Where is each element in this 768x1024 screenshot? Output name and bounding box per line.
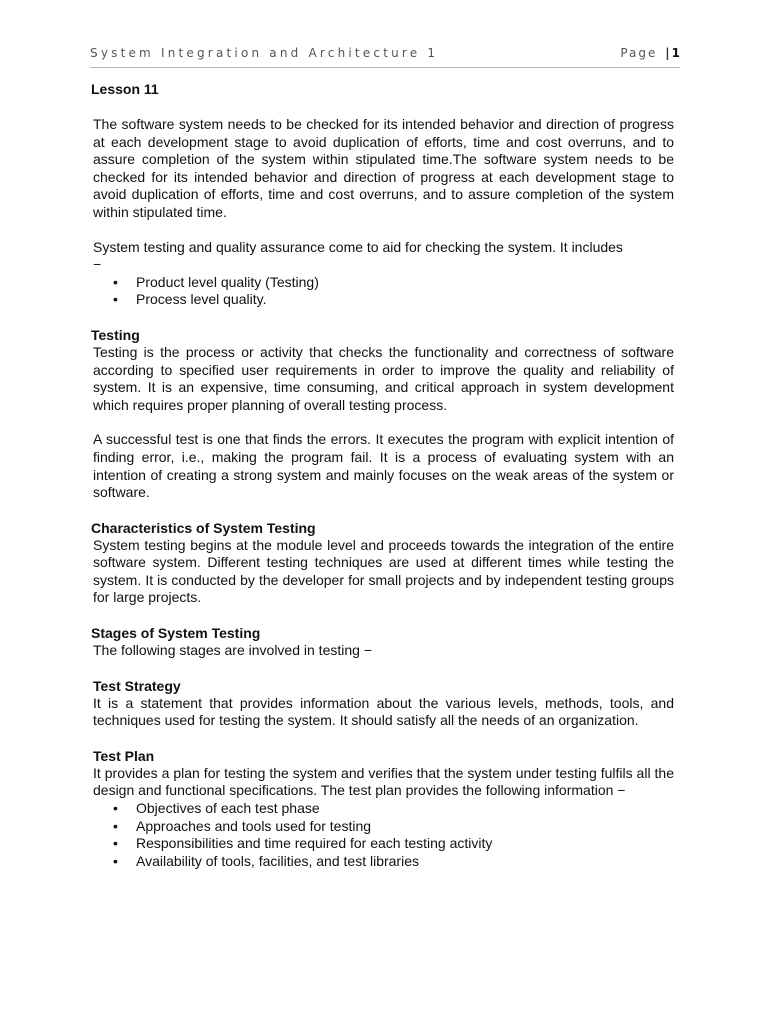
plan-list [93, 800, 674, 870]
plan-paragraph: It provides a plan for testing the system and verifies that the system under testing fulfils all the design and functional specifications. The test plan provides the following information − [93, 764, 674, 799]
list-item-text: Objectives of each test phase [136, 800, 320, 817]
list-item [93, 274, 674, 292]
bullet-glyph: • [113, 291, 118, 308]
header-rule [90, 67, 680, 68]
bullet-glyph: • [113, 835, 118, 852]
characteristics-paragraph: System testing begins at the module level and proceeds towards the integration of the entire software system. Different testing techniques are used at different times while testing the system. It is conducted by the developer for small projects and by independent testing groups for large projects. [93, 536, 674, 606]
stages-paragraph: The following stages are involved in testing − [93, 642, 372, 659]
spacer [93, 607, 674, 624]
testing-paragraph-2: A successful test is one that finds the errors. It executes the program with explicit intention of finding error, i.e., making the program fail. It is a process of evaluating system with an intention of creating a strong system and mainly focuses on the weak areas of the system or software. [93, 431, 674, 501]
spacer [93, 414, 674, 431]
spacer [93, 660, 674, 677]
list-item [93, 835, 674, 853]
spacer [93, 730, 674, 747]
page-separator: | [665, 46, 670, 60]
plan-heading: Test Plan [93, 747, 155, 764]
bullet-glyph: • [113, 817, 118, 834]
list-item-text: Product level quality (Testing) [136, 273, 319, 290]
header-title: System Integration and Architecture 1 [90, 46, 439, 60]
intro-paragraph: The software system needs to be checked for its intended behavior and direction of progress at each development stage to avoid duplication of efforts, time and cost overruns, and to assure completion of the system within stipulated time.The software system needs to be checked for its intended behavior and direction of progress at each development stage to avoid duplication of efforts, time and cost overruns, and to assure completion of the system within stipulated time. [93, 116, 674, 220]
bullet-glyph: • [113, 800, 118, 817]
list-item-text: Approaches and tools used for testing [136, 817, 372, 834]
page-number: 1 [671, 46, 680, 60]
stages-heading: Stages of System Testing [91, 625, 261, 642]
page-header [90, 46, 680, 64]
list-item [93, 853, 674, 871]
strategy-paragraph: It is a statement that provides information about the various levels, methods, tools, and techniques used for testing the system. It should satisfy all the needs of an organization. [93, 694, 674, 729]
page-indicator [620, 46, 680, 60]
lesson-title: Lesson 11 [91, 81, 159, 97]
spacer [93, 502, 674, 519]
page-label: Page [620, 46, 658, 60]
testing-paragraph-1: Testing is the process or activity that checks the functionality and correctness of software according to specified user requirements in order to improve the quality and reliability of system. It is an expensive, time consuming, and critical approach in system development which requires proper planning of overall testing process. [93, 343, 674, 413]
qa-paragraph: System testing and quality assurance come to aid for checking the system. It includes [93, 238, 623, 255]
list-item [93, 818, 674, 836]
qa-dash: − [93, 256, 102, 273]
qa-list [93, 274, 674, 309]
list-item-text: Process level quality. [136, 291, 267, 308]
testing-heading: Testing [91, 326, 140, 343]
bullet-glyph: • [113, 852, 118, 869]
list-item [93, 291, 674, 309]
bullet-glyph: • [113, 273, 118, 290]
list-item-text: Availability of tools, facilities, and test libraries [136, 852, 419, 869]
document-body [93, 80, 674, 870]
characteristics-heading: Characteristics of System Testing [91, 519, 316, 536]
list-item-text: Responsibilities and time required for each testing activity [136, 835, 493, 852]
spacer [93, 222, 674, 239]
list-item [93, 800, 674, 818]
spacer [93, 309, 674, 326]
strategy-heading: Test Strategy [93, 677, 181, 694]
